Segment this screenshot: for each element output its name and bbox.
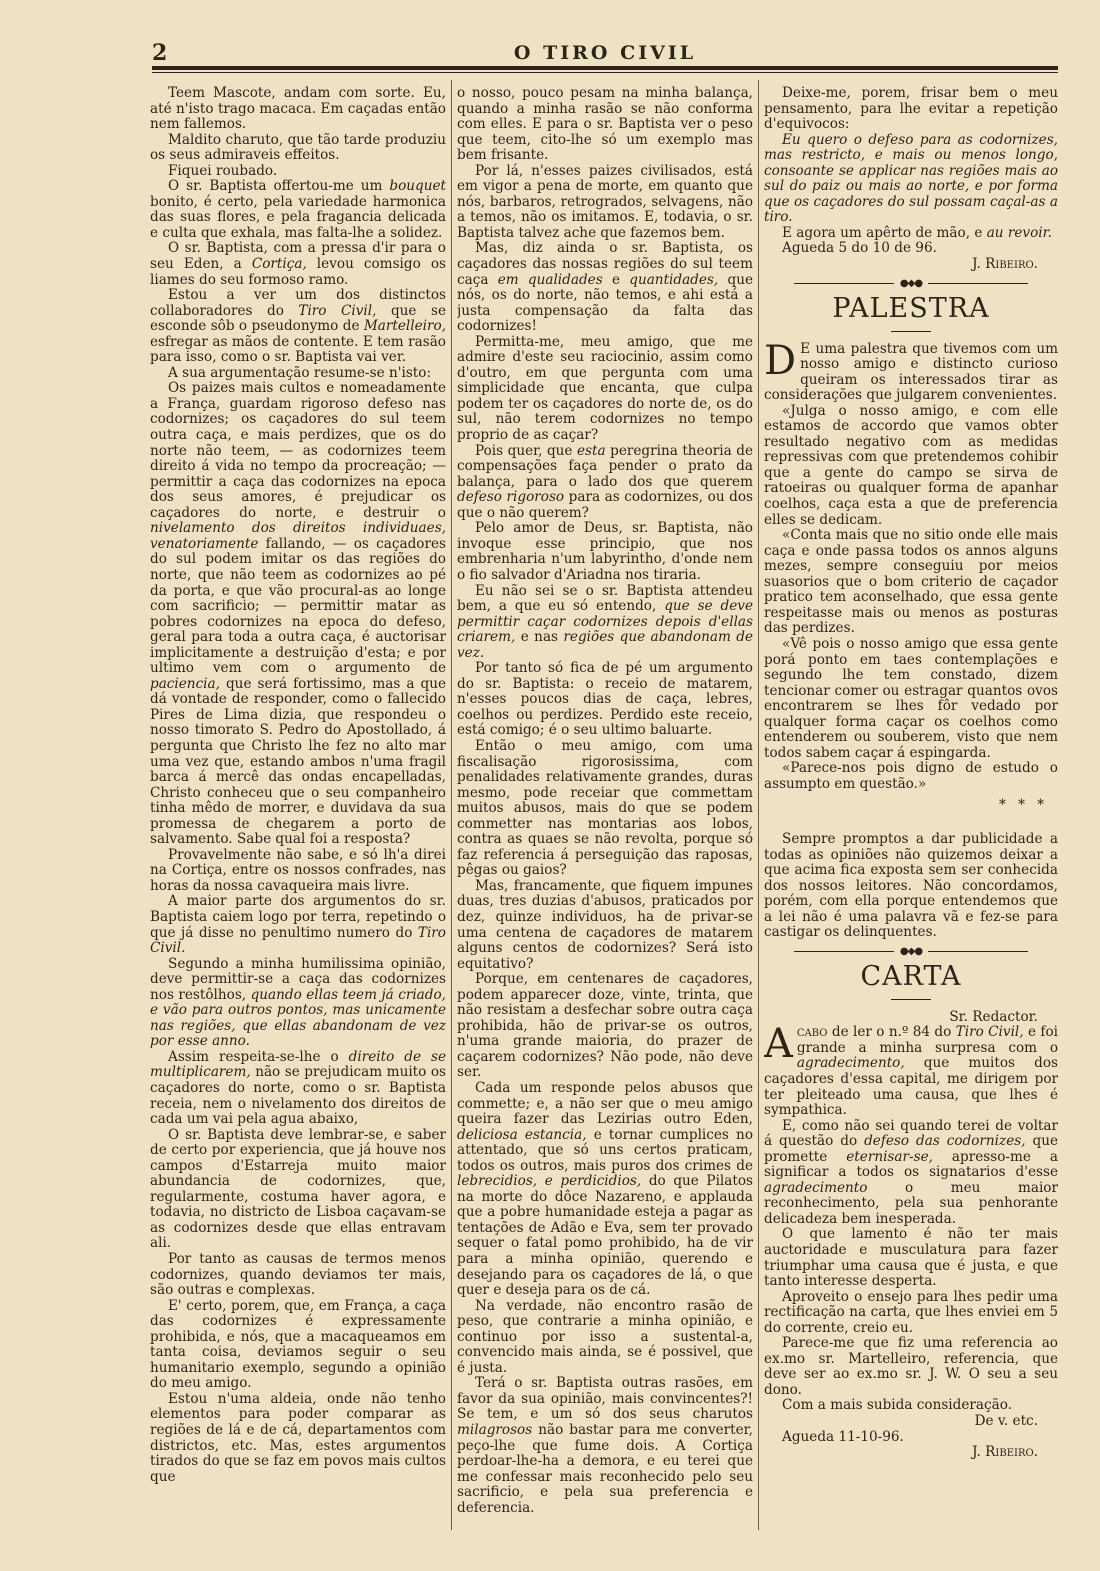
text-run: Estou a ver um dos distinctos collaboradores do [150, 287, 446, 319]
text-run: E, como não sei quando terei de voltar á questão do [764, 1117, 1058, 1150]
dateline: Agueda 11-10-96. [782, 1428, 904, 1445]
text-run: que muitos dos caçadores d'essa capital, me dirigem por ter pleiteado uma causa, que lhes é sympathica. [764, 1055, 1058, 1119]
section-title-palestra: PALESTRA [832, 292, 990, 324]
text-run: peregrina theoria de compensações faça pender o prato da balança, para o lado dos que querem [457, 442, 753, 490]
text-run: e tornar cumplices no attentado, que só uns certos praticam, todos os outros, mais puros dos crimes de [457, 1126, 753, 1174]
italic-run: deliciosa estancia, [457, 1126, 587, 1143]
text-run: fallando, — os caçadores do sul podem imitar os das regiões do norte, que não teem as codornizes ao pé da porta, e que vão procural-as ao longe com sacrificio; — permittir matar as pobres codornizes na epoca do defeso, geral para toda a outra caça, é auctorisar implicitamente a destruição d'esta; e por ultimo vem com o argumento de [150, 535, 446, 677]
paragraph: Com a mais subida consideração. [782, 1397, 1012, 1414]
ornament-line [928, 951, 1028, 952]
text-run: Terá o sr. Baptista outras rasões, em favor da sua opinião, mais convincentes?! Se tem, e um só dos seus charutos [457, 1375, 753, 1423]
paragraph [150, 179, 446, 241]
ornament-line [794, 951, 894, 952]
text-run: de ler o n.º 84 do [827, 1024, 956, 1041]
italic-run: bouquet [389, 178, 446, 195]
drop-cap: A [764, 1021, 793, 1068]
italic-run: agradecimento, [796, 1055, 905, 1072]
italic-run: milagrosos [457, 1422, 533, 1439]
text-run: A maior parte dos argumentos do sr. Baptista caiem logo por terra, repetindo o que já disse no penultimo numero do [150, 893, 446, 941]
italic-run: Cortiça, [251, 256, 307, 273]
signature: J. Ribeiro. [972, 256, 1038, 273]
italic-run: Martelleiro, [363, 318, 446, 335]
paragraph: Mas, francamente, que fiquem impunes duas, tres duzias d'abusos, praticados por dez, quinze individuos, ha de privar-se uma centena de caçadores de matarem alguns centos de codornizes? Será isto equitativo? [457, 877, 753, 972]
text-run: que promette [764, 1133, 1058, 1165]
drop-cap: D [764, 337, 797, 384]
paragraph [457, 1376, 753, 1516]
paragraph [150, 288, 446, 366]
masthead-title: O TIRO CIVIL [513, 42, 697, 64]
paragraph [764, 337, 1058, 404]
text-run: apresso-me a significar a todos os signatarios d'esse [764, 1148, 1058, 1181]
italic-run: Tiro Civil, [298, 302, 377, 319]
text-run: o meu maior reconhecimento, pela sua penhorante delicadeza bem inesperada. [764, 1179, 1058, 1227]
paragraph [457, 1081, 753, 1299]
text-run: Cada um responde pelos abusos que commette; e, a não ser que o meu amigo queira fazer das Lezirias outro Eden, [457, 1080, 753, 1128]
italic-run: Tiro Civil. [150, 924, 446, 957]
paragraph: Por tanto só fica de pé um argumento do sr. Baptista: o receio de matarem, n'esses poucos dias de caça, lebres, coelhos ou perdizes. Perdido este receio, está comigo; é o seu ultimo baluarte. [457, 660, 753, 739]
italic-run: quando ellas teem já criado, e vão para outros pontos, mas unicamente nas regiões, que ellas abandonam de vez por esse anno. [150, 986, 446, 1050]
paragraph: Fiquei roubado. [168, 162, 278, 179]
text-run: E agora um apêrto de mão, e [782, 224, 987, 241]
paragraph [764, 133, 1058, 226]
paragraph [150, 957, 446, 1050]
text-run: O sr. Baptista, com a pressa d'ir para o seu Eden, a [150, 240, 446, 273]
text-run: que se esconde sôb o pseudonymo de [150, 302, 446, 335]
paragraph [150, 241, 446, 288]
text-run: que será fortissimo, mas a que dá vontade de responder, como o fallecido Pires de Lima dizia, que respondeu o nosso timorato S. Pedro do Apostollado, á pergunta que Christo lhe fez no alto mar uma vez que, estando ambos n'uma fragil barca á mercê das ondas encapelladas, Christo conheceu que o seu companheiro tinha mêdo de morrer, e duvidava da sua promessa de chegarem a porto de salvamento. Sabe qual foi a resposta? [150, 675, 446, 848]
paragraph: E' certo, porem, que, em França, a caça das codornizes é expressamente prohibida, e nós, que a macaqueamos em tanta coisa, deviamos seguir o seu humanitario exemplo, segundo a opinião do meu amigo. [150, 1297, 446, 1392]
text-run: Os paizes mais cultos e nomeadamente a França, guardam rigoroso defeso nas codornizes; os caçadores do sul teem outra caça, e mais perdizes, que os do norte não teem, — as codornizes teem direito á vida no tempo da procreação; — permittir a caça das codornizes na epoca dos seus amores, é prejudicar os caçadores do norte, e destruir o [150, 380, 446, 521]
text-run: e nas [515, 629, 564, 646]
dateline: Agueda 5 do 10 de 96. [782, 240, 937, 257]
text-run: Mas, diz ainda o sr. Baptista, os caçadores das nossas regiões do sul teem caça [457, 240, 753, 288]
ornament-line [928, 283, 1028, 284]
paragraph: «Parece-nos pois digno de estudo o assumpto em questão.» [764, 760, 1058, 792]
closing: De v. etc. [974, 1413, 1038, 1430]
text-run: Segundo a minha humilissima opinião, deve permittir-se a caça das codornizes nos restôlhos, [150, 955, 446, 1003]
ornament-line [794, 283, 894, 284]
paragraph: Permitta-me, meu amigo, que me admire d'este seu raciocinio, assim como d'outro, em que pergunta com uma simplicidade que encanta, que culpa podem ter os caçadores do norte de, os do sul, não terem codornizes no tempo proprio de as caçar? [457, 333, 753, 444]
paragraph: Aproveito o ensejo para lhes pedir uma rectificação na carta, que lhes enviei em 5 do corrente, creio eu. [764, 1288, 1058, 1336]
header-rule-thin [152, 72, 1058, 73]
paragraph: Provavelmente não sabe, e só lh'a direi na Cortiça, entre os nossos confrades, nas horas da nossa cavaqueira mais livre. [150, 846, 446, 894]
paragraph [764, 1119, 1058, 1228]
text-run: que nós, os do norte, não temos, e ahi está a justa compensação da falta das codornizes! [457, 271, 753, 335]
text-run: levou comsigo os liames do seu formoso ramo. [150, 256, 446, 288]
paragraph: Maldito charuto, que tão tarde produziu os seus admiraveis effeitos. [150, 131, 446, 164]
column-divider [758, 80, 759, 1530]
section-ornament [764, 279, 1058, 289]
paragraph: o nosso, pouco pesam na minha balança, quando a minha rasão se não conforma com elles. E para o sr. Baptista ver o peso que teem, cito-lhe só um exemplo mas bem frisante. [457, 86, 753, 164]
paragraph: Porque, em centenares de caçadores, podem apparecer doze, vinte, trinta, que não resistam a desfechar sobre outra caça prohibida, hão de privar-se os outros, n'uma grande maioria, do prazer de caçarem codornizes? Não pode, não deve ser. [457, 971, 753, 1081]
paragraph [457, 584, 753, 662]
header-rule-thick [152, 66, 1058, 70]
paragraph: Deixe-me, porem, frisar bem o meu pensamento, para lhe evitar a repetição d'equivocos: [764, 86, 1058, 133]
salutation: Sr. Redactor. [949, 1008, 1038, 1025]
title-rule [891, 999, 931, 1000]
text-run: Assim respeita-se-lhe o [168, 1048, 349, 1065]
italic-run: que se deve permittir caçar codornizes depois d'ellas criarem, [457, 598, 753, 646]
page-number: 2 [152, 40, 168, 66]
italic-run: lebrecidios, e perdicidios, [457, 1173, 642, 1190]
page-header [152, 38, 1058, 68]
title-rule [891, 331, 931, 332]
asterism: * * * [998, 797, 1048, 814]
paragraph: Por lá, n'esses paizes civilisados, está em vigor a pena de morte, em quanto que nós, barbaros, retrogrados, selvagens, não a temos, não os imitamos. E, todavia, o sr. Baptista talvez ache que fazemos bem. [457, 162, 753, 241]
italic-run: agradecimento [764, 1179, 868, 1196]
text-run: não se prejudicam muito os caçadores do norte, como o sr. Baptista receia, nem o nivelamento dos direitos de cada um vai pela agua abaixo, [150, 1064, 446, 1128]
italic-run: au revoir. [986, 224, 1052, 241]
italic-run: regiões que abandonam de vez. [457, 629, 753, 661]
ornament-glyph: ●◆● [899, 945, 923, 957]
text-run: e [602, 271, 630, 288]
italic-run: nivelamento dos direitos individuaes, venatoriamente [150, 520, 446, 552]
text-run: E [800, 340, 811, 357]
paragraph: Por tanto as causas de termos menos codornizes, quando deviamos ter mais, são outras e complexas. [150, 1251, 446, 1299]
italic-run: defeso rigoroso [457, 489, 565, 506]
text-run: cabo [796, 1024, 828, 1041]
text-run: esfregar as mãos de contente. E tem rasão para isso, como o sr. Baptista vai ver. [150, 333, 446, 366]
paragraph: Parece-me que fiz uma referencia ao ex.mo sr. Martelleiro, referencia, que deve ser ao ex.mo sr. J. W. O seu a seu dono. [764, 1335, 1058, 1398]
paragraph [764, 1021, 1058, 1119]
paragraph: A sua argumentação resume-se n'isto: [168, 364, 432, 381]
paragraph [150, 894, 446, 956]
italic-run: esta [577, 442, 606, 459]
paragraph [150, 381, 446, 847]
paragraph: O sr. Baptista deve lembrar-se, e saber de certo por experiencia, que já houve nos campos d'Estarreja muito maior abundancia de codornizes, que, regularmente, costuma haver agora, e todavia, no districto de Lisboa caçavam-se as codornizes desde que ellas entravam ali. [150, 1126, 446, 1252]
italic-run: em qualidades [497, 271, 603, 288]
paragraph: O que lamento é não ter mais auctoridade e musculatura para fazer triumphar uma causa que é justa, e que tanto interesse desperta. [764, 1226, 1058, 1290]
column-1 [150, 86, 446, 1531]
text-run: Pois quer, que [475, 442, 577, 459]
text-run: bonito, é certo, pela variedade harmonica das suas flores, e pela fragancia delicada e culta que exhala, mas falta-lhe a solidez. [150, 193, 446, 241]
text-run: e foi grande a minha surpresa com o [796, 1024, 1058, 1056]
section-title-carta: CARTA [860, 960, 962, 992]
italic-run: defeso das codornizes, [864, 1133, 1026, 1150]
column-3 [764, 86, 1058, 1531]
text-run: uma palestra que tivemos com um nosso amigo e distincto curioso queiram os interessados tirar as considerações que julgarem convenientes. [764, 340, 1058, 404]
italic-run: direito de se multiplicarem, [150, 1048, 446, 1081]
section-ornament [764, 947, 1058, 957]
paragraph: Teem Mascote, andam com sorte. Eu, até n'isto trago macaca. Em caçadas então nem fallemos. [150, 86, 446, 133]
text-run: para as codornizes, ou dos que o não querem? [457, 489, 753, 521]
ornament-glyph: ●◆● [899, 277, 923, 289]
paragraph: Sempre promptos a dar publicidade a todas as opiniões não quizemos deixar a que acima fica exposta sem ser conhecida dos nossos leitores. Não concordamos, porém, com ella porque entendemos que a lei não é uma palavra vã e fez-se para castigar os delinquentes. [764, 830, 1058, 941]
italic-run: paciencia, [150, 675, 220, 692]
paragraph: «Conta mais que no sitio onde elle mais caça e onde passa todos os annos alguns mezes, sempre conseguiu por meios suasorios que o bom criterio de caçador pratico tem aconselhado, que essa gente respeitasse mais ou menos as posturas das perdizes. [764, 527, 1058, 637]
paragraph: Na verdade, não encontro rasão de peso, que contrarie a minha opinião, e continuo por isso a sustental-a, convencido mais ainda, se é possivel, que é justa. [457, 1297, 753, 1376]
italic-run: quantidades, [629, 271, 719, 288]
paragraph [457, 241, 753, 334]
text-run: não bastar para me converter, peço-lhe que fume dois. A Cortiça perdoar-lhe-ha a demora, e eu terei que me confessar mais reconhecido pelo seu sacrificio, e pela sua preferencia e deferencia. [457, 1422, 753, 1516]
paragraph: Pelo amor de Deus, sr. Baptista, não invoque esse principio, que nos embrenharia n'um labyrintho, d'onde nem o fio salvador d'Ariadna nos tiraria. [457, 520, 753, 583]
column-2 [457, 86, 753, 1531]
paragraph: Então o meu amigo, com uma fiscalisação rigorosissima, com penalidades relativamente grandes, duras mesmo, pode receiar que commettam muitos abusos, mais do que se podem commetter nas montarias aos lobos, contra as quaes se não revolta, porque só faz referencia á perseguição das raposas, pêgas ou gaios? [457, 737, 753, 879]
italic-run: Eu quero o defeso para as codornizes, mas restricto, e mais ou menos longo, consoante se applicar nas regiões mais ao sul do paiz ou mais ao norte, e por forma que os caçadores do sul possam caçal-as a tiro. [764, 131, 1058, 226]
signature: J. Ribeiro. [972, 1444, 1038, 1461]
column-divider [451, 80, 452, 1530]
paragraph: «Julga o nosso amigo, e com elle estamos de accordo que vamos obter resultado negativo com as medidas repressivas com que pretendemos cohibir que a gente do campo se sirva de ratoeiras ou qualquer forma de apanhar coelhos, caça esta a que de preferencia elles se dedicam. [764, 402, 1058, 528]
italic-run: eternisar-se, [846, 1148, 933, 1165]
paragraph: Estou n'uma aldeia, onde não tenho elementos para poder comparar as regiões de lá e de cá, departamentos com districtos, etc. Mas, estes argumentos tirados do que se faz em povos mais cultos que [150, 1390, 446, 1485]
paragraph [764, 226, 1058, 242]
paragraph [457, 444, 753, 522]
text-run: O sr. Baptista offertou-me um [168, 178, 390, 195]
paragraph [150, 1050, 446, 1128]
text-run: Eu não sei se o sr. Baptista attendeu bem, a que eu só entendo, [457, 582, 753, 615]
text-run: do que Pilatos na morte do dôce Nazareno, e applauda que a pobre humanidade esteja a pagar as tentações de Adão e Eva, sem ter provado sequer o fatal pomo prohibido, ha de vir para a minha opinião, querendo e desejando para os caçadores de lá, o que quer e deseja para os de cá. [457, 1173, 753, 1299]
paragraph: «Vê pois o nosso amigo que essa gente porá ponto em taes contemplações e segundo lhe tem constado, dizem tencionar comer ou estragar quantos ovos encontrarem se lhes fôr vedado por qualquer forma caçar os coelhos como entenderem ou souberem, visto que nem todos sabem caçar á espingarda. [764, 635, 1058, 761]
italic-run: Tiro Civil, [955, 1024, 1024, 1041]
